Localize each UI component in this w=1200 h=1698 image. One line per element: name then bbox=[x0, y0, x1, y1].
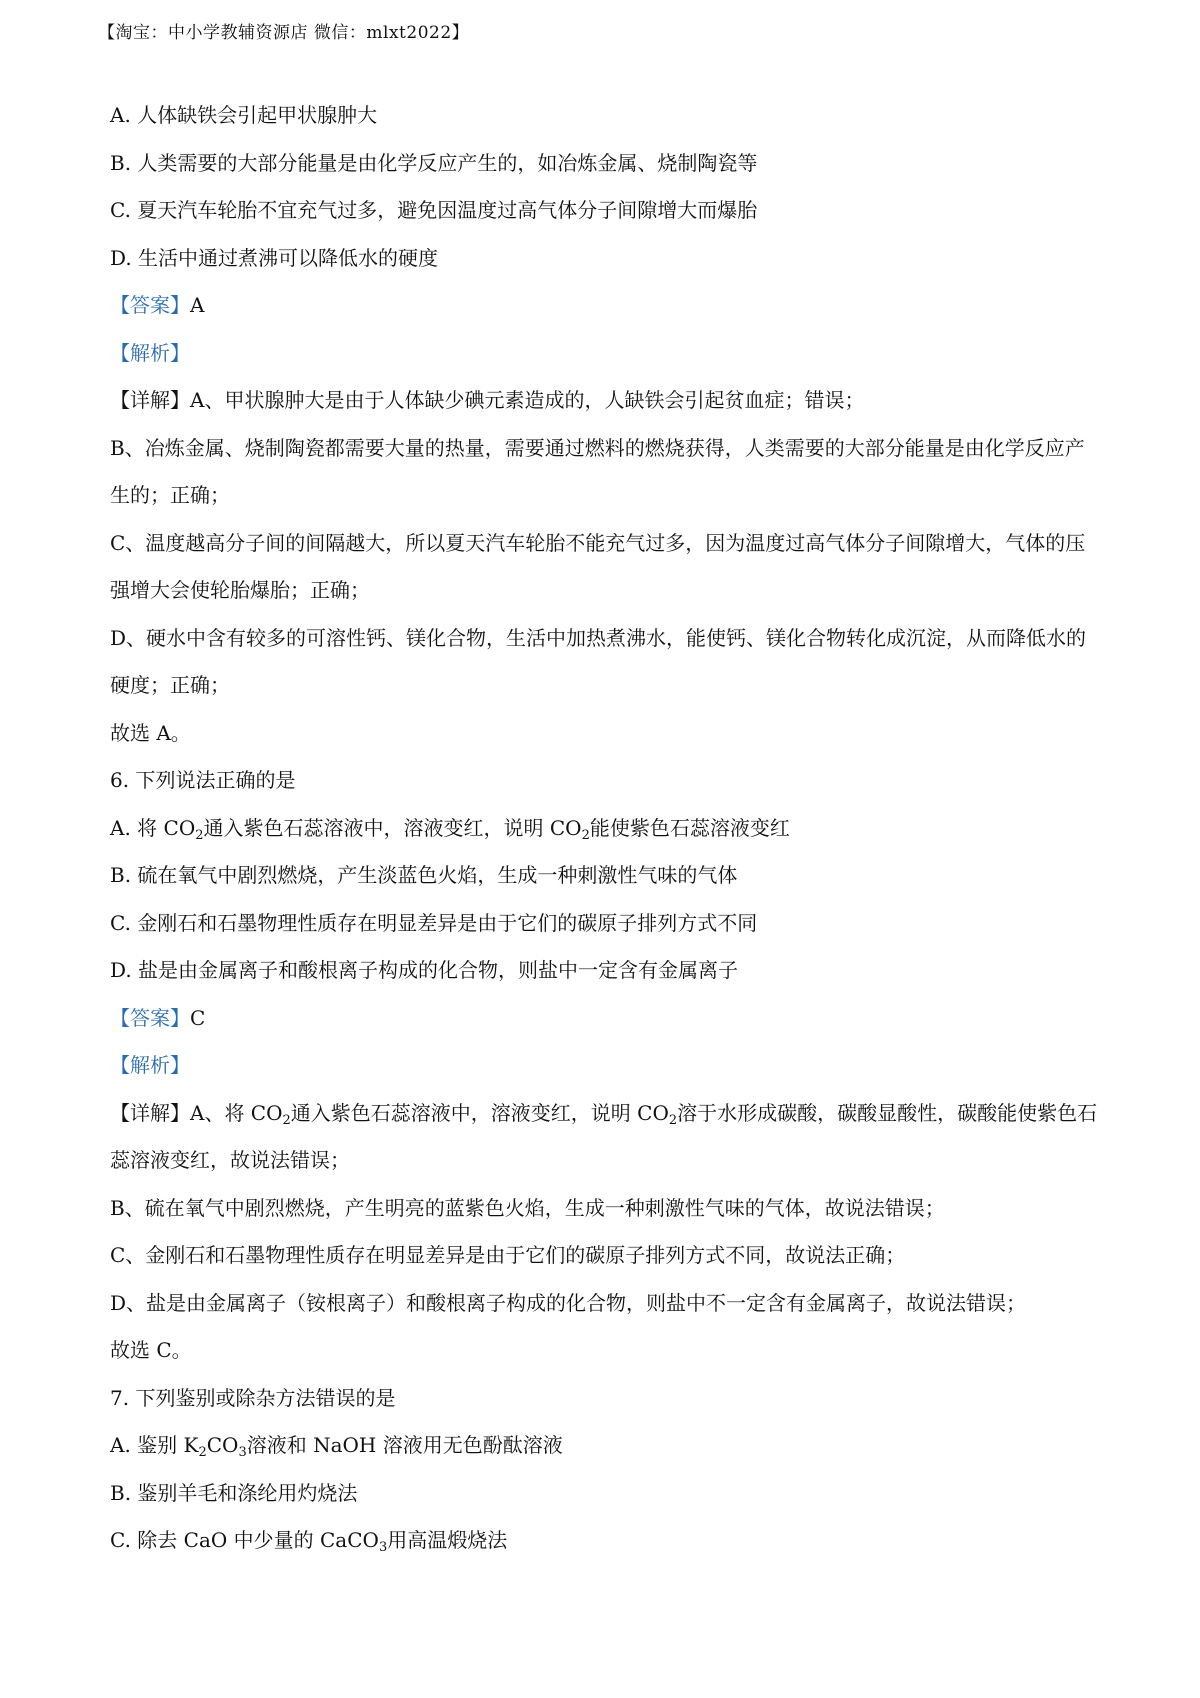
detail-tag: 【详解】 bbox=[110, 1100, 190, 1125]
subscript: 2 bbox=[198, 1445, 207, 1460]
answer-tag: 【答案】 bbox=[110, 293, 190, 317]
text-part: A、将 CO bbox=[190, 1100, 283, 1125]
subscript: 2 bbox=[195, 827, 204, 843]
text-part: C. 除去 CaO 中少量的 CaCO bbox=[110, 1528, 379, 1552]
q5-option-d: D. 生活中通过煮沸可以降低水的硬度 bbox=[110, 245, 439, 270]
q7-option-b: B. 鉴别羊毛和涤纶用灼烧法 bbox=[110, 1480, 358, 1505]
q5-option-b: B. 人类需要的大部分能量是由化学反应产生的，如冶炼金属、烧制陶瓷等 bbox=[110, 150, 758, 175]
q5-analysis-tag: 【解析】 bbox=[110, 340, 190, 365]
subscript: 2 bbox=[581, 827, 590, 843]
q6-stem: 6. 下列说法正确的是 bbox=[110, 768, 296, 792]
q6-option-d: D. 盐是由金属离子和酸根离子构成的化合物，则盐中一定含有金属离子 bbox=[110, 958, 739, 982]
answer-value: A bbox=[190, 293, 205, 317]
document-body bbox=[110, 92, 1100, 1565]
subscript: 2 bbox=[668, 1112, 678, 1128]
text-part: 能使紫色石蕊溶液变红 bbox=[589, 815, 790, 840]
q6-option-a bbox=[110, 805, 1100, 853]
q5-option-a: A. 人体缺铁会引起甲状腺肿大 bbox=[110, 103, 378, 127]
q5-detail-a bbox=[110, 377, 1100, 425]
q5-conclusion: 故选 A。 bbox=[110, 720, 191, 745]
q5-detail-c: C、温度越高分子间的间隔越大，所以夏天汽车轮胎不能充气过多，因为温度过高气体分子间隙增大，气体的压强增大会使轮胎爆胎；正确； bbox=[110, 530, 1086, 602]
q5-answer bbox=[110, 282, 1100, 330]
q5-option-c: C. 夏天汽车轮胎不宜充气过多，避免因温度过高气体分子间隙增大而爆胎 bbox=[110, 198, 758, 222]
q6-conclusion: 故选 C。 bbox=[110, 1338, 192, 1362]
page-header: 【淘宝：中小学教辅资源店 微信：mlxt2022】 bbox=[98, 23, 470, 43]
text-part: 溶于水形成碳酸，碳酸显酸性，碳酸能使紫色石蕊溶液变红，故说法错误； bbox=[110, 1100, 1098, 1172]
q5-detail-d: D、硬水中含有较多的可溶性钙、镁化合物，生活中加热煮沸水，能使钙、镁化合物转化成沉淀，从而降低水的硬度；正确； bbox=[110, 625, 1087, 697]
text-part: 溶液和 NaOH 溶液用无色酚酞溶液 bbox=[246, 1433, 563, 1457]
q6-analysis-tag: 【解析】 bbox=[110, 1053, 190, 1077]
text-part: 通入紫色石蕊溶液中，溶液变红，说明 CO bbox=[203, 815, 582, 840]
q6-detail-b: B、硫在氧气中剧烈燃烧，产生明亮的蓝紫色火焰，生成一种刺激性气味的气体，故说法错误； bbox=[110, 1195, 945, 1220]
q7-stem: 7. 下列鉴别或除杂方法错误的是 bbox=[110, 1385, 396, 1410]
detail-tag: 【详解】 bbox=[110, 388, 190, 412]
q6-detail-a bbox=[110, 1090, 1100, 1185]
text-part: A. 鉴别 K bbox=[110, 1433, 199, 1457]
q5-detail-b: B、冶炼金属、烧制陶瓷都需要大量的热量，需要通过燃料的燃烧获得，人类需要的大部分能量是由化学反应产生的；正确； bbox=[110, 435, 1085, 507]
q6-answer bbox=[110, 995, 1100, 1043]
detail-text: A、甲状腺肿大是由于人体缺少碘元素造成的，人缺铁会引起贫血症；错误； bbox=[190, 388, 865, 412]
q7-option-a bbox=[110, 1422, 1100, 1470]
subscript: 3 bbox=[238, 1445, 247, 1460]
q7-option-c bbox=[110, 1517, 1100, 1565]
q6-detail-d: D、盐是由金属离子（铵根离子）和酸根离子构成的化合物，则盐中不一定含有金属离子，故说法错误； bbox=[110, 1290, 1027, 1315]
q6-option-c: C. 金刚石和石墨物理性质存在明显差异是由于它们的碳原子排列方式不同 bbox=[110, 910, 758, 935]
q6-option-b: B. 硫在氧气中剧烈燃烧，产生淡蓝色火焰，生成一种刺激性气味的气体 bbox=[110, 863, 738, 887]
subscript: 2 bbox=[282, 1112, 291, 1128]
text-part: A. 将 CO bbox=[110, 815, 196, 840]
text-part: 用高温煅烧法 bbox=[387, 1528, 508, 1552]
q6-detail-c: C、金刚石和石墨物理性质存在明显差异是由于它们的碳原子排列方式不同，故说法正确； bbox=[110, 1243, 906, 1267]
answer-tag: 【答案】 bbox=[110, 1005, 190, 1030]
text-part: 通入紫色石蕊溶液中，溶液变红，说明 CO bbox=[290, 1100, 669, 1125]
answer-value: C bbox=[190, 1005, 206, 1030]
text-part: CO bbox=[206, 1433, 239, 1457]
subscript: 3 bbox=[378, 1540, 388, 1555]
